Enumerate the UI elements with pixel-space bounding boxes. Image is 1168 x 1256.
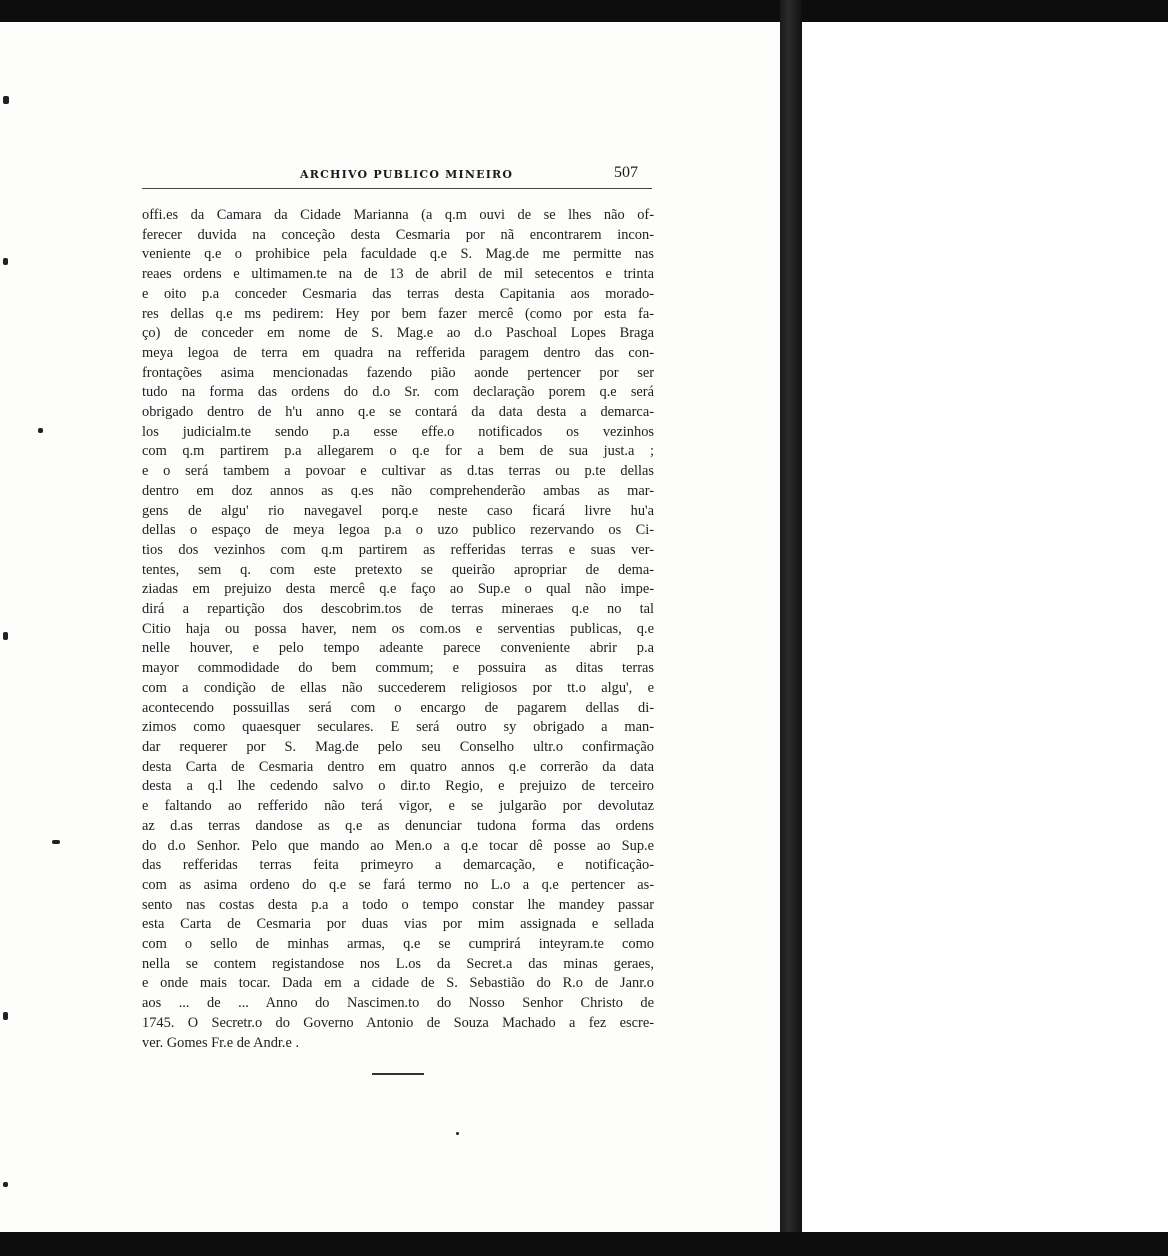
text-line: aos ... de ... Anno do Nascimen.to do Nosso Senhor Christo de (142, 995, 654, 1012)
text-line: nella se contem registandose nos L.os da Secret.a das minas geraes, (142, 955, 654, 972)
text-line: com q.m partirem p.a allegarem o q.e for a bem de sua just.a ; (142, 443, 654, 460)
text-line: offi.es da Camara da Cidade Marianna (a q.m ouvi de se lhes não of- (142, 207, 654, 223)
page-number: 507 (614, 164, 638, 181)
text-line: desta Carta de Cesmaria dentro em quatro annos q.e correrão da data (142, 758, 654, 775)
margin-speck (38, 428, 43, 433)
text-line: res dellas q.e ms pedirem: Hey por bem fazer mercê (como por esta fa- (142, 305, 654, 322)
text-line: obrigado dentro de h'u anno q.e se contará da data desta a demarca- (142, 404, 654, 421)
text-line: 1745. O Secretr.o do Governo Antonio de Souza Machado a fez escre- (142, 1014, 654, 1031)
running-header: ARCHIVO PUBLICO MINEIRO (300, 168, 514, 181)
header-rule (142, 188, 652, 189)
text-line: e faltando ao refferido não terá vigor, e se julgarão por devolutaz (142, 798, 654, 815)
text-line: das refferidas terras feita primeyro a demarcação, e notificação- (142, 857, 654, 874)
text-line: desta a q.l lhe cedendo salvo o dir.to Regio, e prejuizo de terceiro (142, 778, 654, 795)
text-line: ço) de conceder em nome de S. Mag.e ao d.o Paschoal Lopes Braga (142, 325, 654, 342)
text-line: ferecer duvida na conceção desta Cesmaria por nã encontrarem incon- (142, 226, 654, 243)
book-spine-gutter (780, 0, 802, 1256)
text-line: com a condição de ellas não succederem religiosos por tt.o algu', e (142, 679, 654, 696)
margin-speck (456, 1132, 459, 1135)
text-line: tentes, sem q. com este pretexto se queirão apropriar de dema- (142, 561, 654, 578)
book-page-right (802, 22, 1168, 1232)
text-line: esta Carta de Cesmaria por duas vias por mim assignada e sellada (142, 916, 654, 933)
margin-speck (52, 840, 60, 844)
text-line: frontações asima mencionadas fazendo pião aonde pertencer por ser (142, 364, 654, 381)
text-line: mayor commodidade do bem commum; e possuira as ditas terras (142, 660, 654, 677)
text-line: acontecendo possuillas será com o encargo de pagarem dellas di- (142, 699, 654, 716)
scan-top-border (0, 0, 1168, 22)
section-end-rule (372, 1073, 424, 1075)
text-line: az d.as terras dandose as q.e as denunciar tudona forma das ordens (142, 817, 654, 834)
document-body (142, 206, 654, 1053)
text-line: ziadas em prejuizo desta mercê q.e faço ao Sup.e o qual não impe- (142, 581, 654, 598)
margin-speck (3, 1012, 8, 1020)
text-line: reaes ordens e ultimamen.te na de 13 de abril de mil setecentos e trinta (142, 266, 654, 283)
text-line: nelle houver, e pelo tempo adeante parece conveniente abrir p.a (142, 640, 654, 657)
margin-speck (3, 258, 8, 265)
text-line: dellas o espaço de meya legoa p.a o uzo publico rezervando os Ci- (142, 522, 654, 539)
text-line: do d.o Senhor. Pelo que mando ao Men.o a q.e tocar dê posse ao Sup.e (142, 837, 654, 854)
text-line: com o sello de minhas armas, q.e se cumprirá inteyram.te como (142, 936, 654, 953)
text-line: meya legoa de terra em quadra na refferida paragem dentro das con- (142, 344, 654, 361)
scan-bottom-border (0, 1232, 1168, 1256)
text-line: tios dos vezinhos com q.m partirem as refferidas terras e suas ver- (142, 541, 654, 558)
text-line: dentro em doz annos as q.es não comprehenderão ambas as mar- (142, 482, 654, 499)
text-line: com as asima ordeno do q.e se fará termo no L.o a q.e pertencer as- (142, 876, 654, 893)
text-line: gens de algu' rio navegavel porq.e neste caso ficará livre hu'a (142, 502, 654, 519)
text-line: Citio haja ou possa haver, nem os com.os e serventias publicas, q.e (142, 620, 654, 637)
margin-speck (3, 632, 8, 640)
text-line: e oito p.a conceder Cesmaria das terras desta Capitania aos morado- (142, 285, 654, 302)
text-line: e onde mais tocar. Dada em a cidade de S. Sebastião do R.o de Janr.o (142, 975, 654, 992)
margin-speck (3, 1182, 8, 1187)
text-line: ver. Gomes Fr.e de Andr.e . (142, 1034, 300, 1051)
text-line: dar requerer por S. Mag.de pelo seu Conselho ultr.o confirmação (142, 738, 654, 755)
margin-speck (3, 96, 9, 104)
text-line: zimos como quaesquer seculares. E será outro sy obrigado a man- (142, 719, 654, 736)
text-line: dirá a repartição dos descobrim.tos de terras mineraes q.e no tal (142, 601, 654, 618)
text-line: tudo na forma das ordens do d.o Sr. com declaração porem q.e será (142, 384, 654, 401)
text-line: veniente q.e o prohibice pela faculdade q.e S. Mag.de me permitte nas (142, 246, 654, 263)
text-line: e o será tambem a povoar e cultivar as d.tas terras ou p.te dellas (142, 463, 654, 480)
text-line: los judicialm.te sendo p.a esse effe.o notificados os vezinhos (142, 423, 654, 440)
text-line: sento nas costas desta p.a a todo o tempo constar lhe mandey passar (142, 896, 654, 913)
